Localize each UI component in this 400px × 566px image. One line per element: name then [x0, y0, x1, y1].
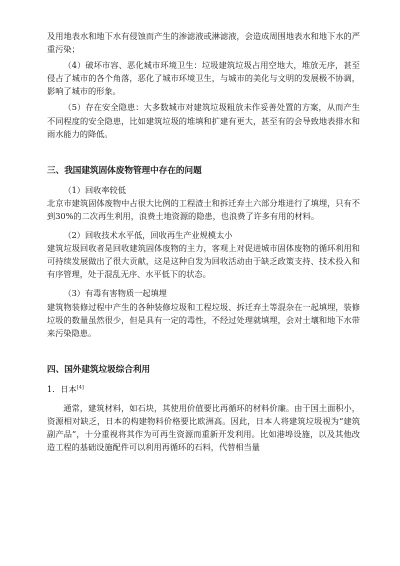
reference-marker: [4] — [76, 384, 84, 391]
point-5-paragraph: （5）存在安全隐患：大多数城市对建筑垃圾粗放未作妥善处置的方案，从而产生不同程度的安全隐患，比如建筑垃圾的堆填和扩建有更大，甚至有的会导致地表排水和雨水能力的降低。 — [47, 102, 360, 139]
section-4-sub-1-title-line — [47, 383, 360, 396]
section-3-item-1-body: 北京市建筑固体废物中占很大比例的工程渣土和拆迁弃土六部分堆进行了填埋，只有不到30%的二次再生利用，浪费土地资源的隐患，也浪费了许多有用的材料。 — [47, 197, 360, 221]
section-4-sub-1-body: 通常，建筑材料，如石块，其使用价值要比再循环的材料价廉。由于国土面积小，资源相对缺乏，日本的构建物料价格要比欧洲高。因此，日本人将建筑垃圾视为“建筑副产品”，十分重视将其作为可再生资源而重新开发利用。比如港埠设施，以及其他改造工程的基础设施配件可以利用再循环的石料，代替相当量 — [47, 402, 360, 453]
section-3-item-1-title: （1）回收率较低 — [63, 184, 126, 195]
section-3-item-3-title: （3）有毒有害物质一起填埋 — [63, 288, 167, 299]
section-3-item-3-body: 建筑物装修过程中产生的各种装修垃圾和工程垃圾、拆迁弃土等混杂在一起填埋，装修垃圾的数量虽然很少，但是具有一定的毒性，不经过处理就填埋，会对土壤和地下水带来污染隐患。 — [47, 301, 360, 338]
section-3-heading: 三、我国建筑固体废物管理中存在的问题 — [47, 165, 202, 176]
section-4-sub-1-title: 1．日本 — [47, 383, 77, 394]
intro-paragraph: 及用地表水和地下水有侵蚀而产生的渗滤液或淋滤液，会造成周围地表水和地下水的严重污染； — [47, 31, 360, 55]
section-3-item-2-body: 建筑垃圾回收者是回收建筑固体废物的主力，客观上对促进城市固体废物的循环利用和可持续发展做出了很大贡献，这是这种自发为回收活动由于缺乏政策支持、技术投入和有序管理，处于混乱无序、水平低下的状态。 — [47, 243, 360, 280]
point-4-paragraph: （4）破坏市容、恶化城市环境卫生：垃圾建筑垃圾占用空地大，堆放无序，甚至侵占了城市的各个角落，恶化了城市环境卫生，与城市的美化与文明的发展极不协调，影响了城市的形象。 — [47, 60, 360, 97]
section-3-item-2-title: （2）回收技术水平低，回收再生产业规模太小 — [63, 230, 233, 241]
section-4-heading: 四、国外建筑垃圾综合利用 — [47, 364, 151, 375]
